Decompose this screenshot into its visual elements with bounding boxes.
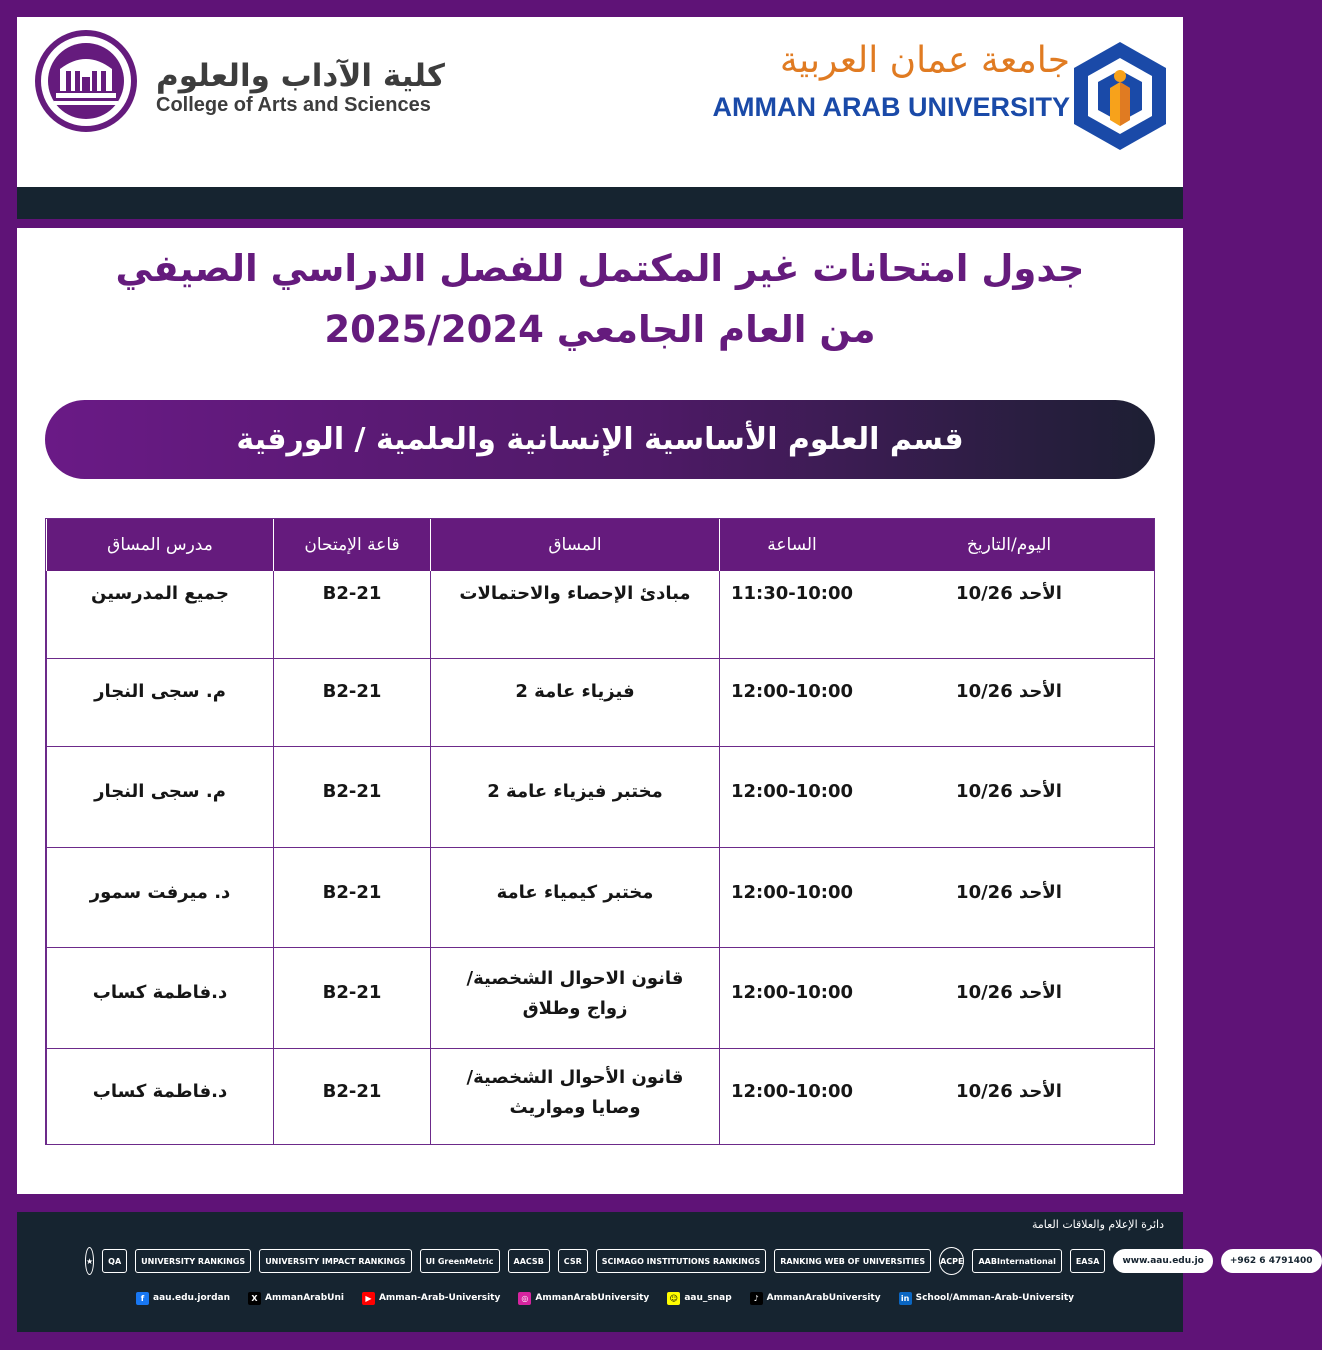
- csr-badge: CSR: [558, 1249, 588, 1273]
- cell-room: B2-21: [273, 659, 430, 746]
- page-subtitle: من العام الجامعي 2025/2024: [324, 308, 876, 351]
- college-logo: [34, 29, 138, 133]
- social-x[interactable]: [248, 1292, 344, 1305]
- cell-course: [430, 1049, 719, 1144]
- qa-badge: QA: [102, 1249, 127, 1273]
- table-row: [46, 746, 1154, 847]
- social-links: [140, 1288, 1074, 1308]
- course-line-1: قانون الاحوال الشخصية/: [466, 968, 684, 989]
- accreditation-badges: [85, 1245, 1313, 1277]
- table-header: [46, 519, 1154, 571]
- social-facebook[interactable]: [136, 1292, 230, 1305]
- cell-time: 11:30-10:00: [719, 571, 864, 658]
- cell-date: الأحد 10/26: [956, 982, 1062, 1003]
- header-time: الساعة: [719, 519, 864, 571]
- cell-teacher: د. ميرفت سمور: [46, 848, 273, 947]
- social-label: aau_snap: [684, 1293, 732, 1303]
- cell-room: B2-21: [273, 747, 430, 847]
- university-name-ar: جامعة عمان العربية: [779, 40, 1070, 81]
- cell-teacher: جميع المدرسين: [46, 571, 273, 658]
- easa-badge: EASA: [1070, 1249, 1106, 1273]
- social-label: AmmanArabUniversity: [766, 1293, 881, 1303]
- table-row: [46, 947, 1154, 1048]
- cell-room: B2-21: [273, 948, 430, 1048]
- social-linkedin[interactable]: [899, 1292, 1074, 1305]
- cell-date: الأحد 10/26: [956, 781, 1062, 802]
- exam-table: [45, 518, 1155, 1145]
- header-date: اليوم/التاريخ: [966, 535, 1052, 555]
- table-row: [46, 658, 1154, 746]
- cell-course: [430, 948, 719, 1048]
- aacsb-badge: AACSB: [508, 1249, 550, 1273]
- social-label: aau.edu.jordan: [153, 1293, 231, 1303]
- cell-course: فيزياء عامة 2: [430, 659, 719, 746]
- cell-teacher: م. سجى النجار: [46, 659, 273, 746]
- header-course: المساق: [430, 519, 719, 571]
- snapchat-icon: ☺: [667, 1292, 680, 1305]
- social-label: Amman-Arab-University: [378, 1293, 501, 1303]
- social-label: AmmanArabUniversity: [535, 1293, 650, 1303]
- header-teacher: مدرس المساق: [46, 519, 273, 571]
- cell-time: 12:00-10:00: [719, 848, 864, 947]
- x-icon: X: [248, 1292, 261, 1305]
- cell-time: 12:00-10:00: [719, 948, 864, 1048]
- department-label: قسم العلوم الأساسية الإنسانية والعلمية / الورقية: [236, 422, 964, 457]
- header-divider: [17, 187, 1183, 219]
- linkedin-icon: in: [899, 1292, 912, 1305]
- facebook-icon: f: [136, 1292, 149, 1305]
- youtube-icon: ▶: [362, 1292, 375, 1305]
- cell-time: 12:00-10:00: [719, 747, 864, 847]
- cell-room: B2-21: [273, 848, 430, 947]
- course-line-1: قانون الأحوال الشخصية/: [466, 1067, 684, 1088]
- cell-date: الأحد 10/26: [956, 681, 1062, 702]
- impact-rankings-badge: UNIVERSITY IMPACT RANKINGS: [259, 1249, 411, 1273]
- department-banner: [45, 400, 1155, 479]
- cell-time: 12:00-10:00: [719, 659, 864, 746]
- cell-date: الأحد 10/26: [956, 583, 1062, 604]
- qs-stars-icon: ★: [85, 1247, 94, 1275]
- cell-course: مختبر فيزياء عامة 2: [430, 747, 719, 847]
- cell-teacher: م. سجى النجار: [46, 747, 273, 847]
- course-line-2: وصايا ومواريث: [509, 1097, 641, 1118]
- tiktok-icon: ♪: [750, 1292, 763, 1305]
- social-snapchat[interactable]: [667, 1292, 731, 1305]
- cell-course: مبادئ الإحصاء والاحتمالات: [430, 571, 719, 658]
- cell-time: 12:00-10:00: [719, 1049, 864, 1144]
- rankings-badge: UNIVERSITY RANKINGS: [135, 1249, 251, 1273]
- aab-badge: AABInternational: [972, 1249, 1061, 1273]
- scimago-badge: SCIMAGO INSTITUTIONS RANKINGS: [596, 1249, 766, 1273]
- social-youtube[interactable]: [362, 1292, 500, 1305]
- social-tiktok[interactable]: [750, 1292, 881, 1305]
- footer-department: دائرة الإعلام والعلاقات العامة: [1031, 1218, 1164, 1231]
- acpe-badge: ACPE: [939, 1247, 964, 1275]
- college-name-ar: كلية الآداب والعلوم: [156, 58, 445, 94]
- social-label: AmmanArabUni: [265, 1293, 344, 1303]
- cell-room: B2-21: [273, 1049, 430, 1144]
- course-line-2: زواج وطلاق: [522, 998, 628, 1019]
- social-label: School/Amman-Arab-University: [915, 1293, 1074, 1303]
- social-instagram[interactable]: [518, 1292, 649, 1305]
- website-link[interactable]: www.aau.edu.jo: [1113, 1249, 1212, 1273]
- phone-number[interactable]: +962 6 4791400: [1221, 1249, 1322, 1273]
- cell-course: مختبر كيمياء عامة: [430, 848, 719, 947]
- university-name-en: AMMAN ARAB UNIVERSITY: [712, 92, 1070, 122]
- page-title: جدول امتحانات غير المكتمل للفصل الدراسي الصيفي: [115, 247, 1085, 290]
- cell-room: B2-21: [273, 571, 430, 658]
- greenmetric-badge: UI GreenMetric: [420, 1249, 500, 1273]
- header-room: قاعة الإمتحان: [273, 519, 430, 571]
- instagram-icon: ◎: [518, 1292, 531, 1305]
- cell-teacher: د.فاطمة كساب: [46, 1049, 273, 1144]
- cell-teacher: د.فاطمة كساب: [46, 948, 273, 1048]
- table-row: [46, 847, 1154, 947]
- webometrics-badge: RANKING WEB OF UNIVERSITIES: [774, 1249, 931, 1273]
- cell-date: الأحد 10/26: [956, 882, 1062, 903]
- table-row: [46, 1048, 1154, 1144]
- college-name-en: College of Arts and Sciences: [156, 94, 431, 116]
- university-logo: [1072, 40, 1168, 152]
- cell-date: الأحد 10/26: [956, 1081, 1062, 1102]
- table-row: [46, 571, 1154, 658]
